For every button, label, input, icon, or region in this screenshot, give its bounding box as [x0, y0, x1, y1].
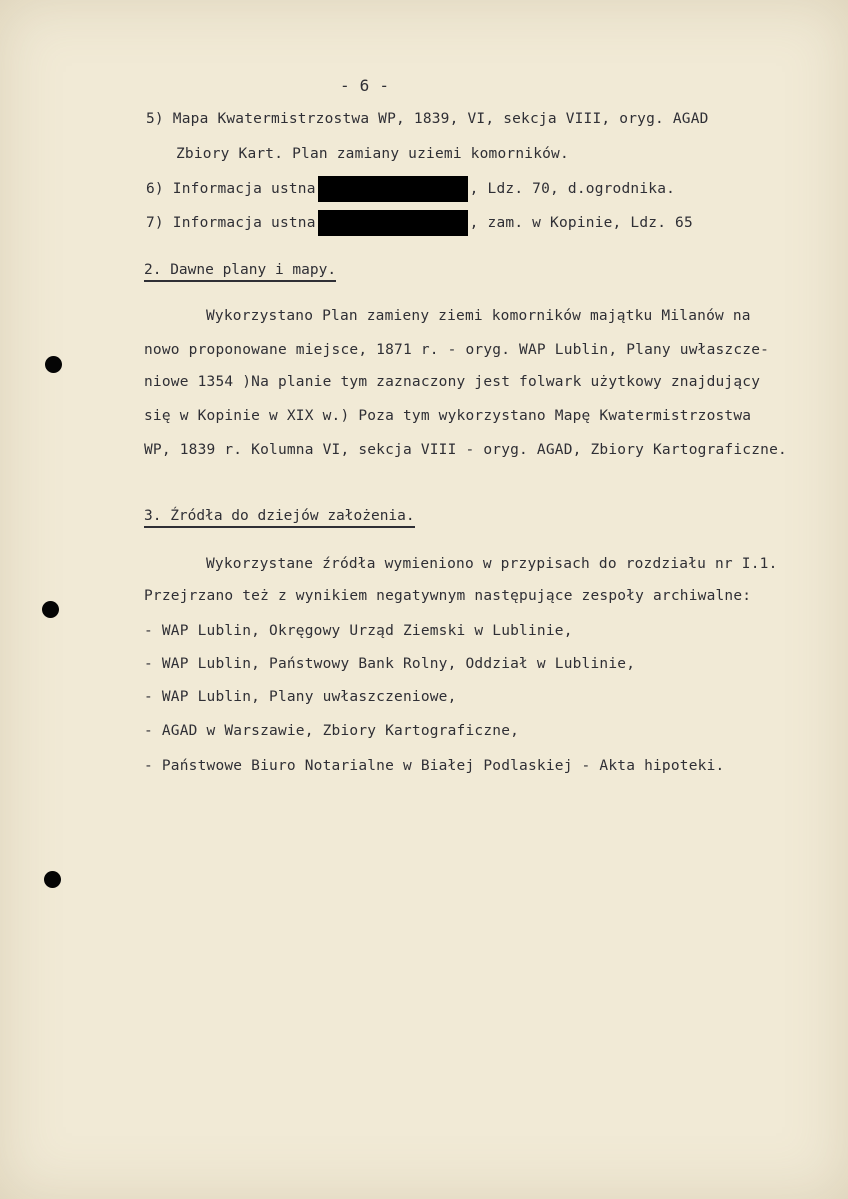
redaction-bar: [318, 210, 468, 236]
section-3-list-item-3: - WAP Lublin, Plany uwłaszczeniowe,: [144, 689, 457, 705]
section-3-line-1: Wykorzystane źródła wymieniono w przypisach do rozdziału nr I.1.: [206, 556, 778, 572]
section-2-heading-text: 2. Dawne plany i mapy.: [144, 262, 337, 278]
heading-underline: [144, 526, 415, 528]
section-2-line-1: Wykorzystano Plan zamieny ziemi komorników majątku Milanów na: [206, 308, 751, 324]
section-3-heading: [144, 508, 415, 524]
section-3-list-item-2: - WAP Lublin, Państwowy Bank Rolny, Oddział w Lublinie,: [144, 656, 636, 672]
reference-6-text-before: 6) Informacja ustna: [146, 181, 316, 197]
reference-7-text-after: , zam. w Kopinie, Ldz. 65: [469, 215, 693, 231]
punch-hole: [42, 601, 59, 618]
section-3-list-item-5: - Państwowe Biuro Notarialne w Białej Podlaskiej - Akta hipoteki.: [144, 758, 725, 774]
reference-5-line-1: 5) Mapa Kwatermistrzostwa WP, 1839, VI, sekcja VIII, oryg. AGAD: [146, 111, 709, 127]
page-number: - 6 -: [340, 76, 390, 95]
section-3-list-item-4: - AGAD w Warszawie, Zbiory Kartograficzne,: [144, 723, 520, 739]
reference-5-line-2: Zbiory Kart. Plan zamiany uziemi komorników.: [176, 146, 569, 162]
punch-hole: [45, 356, 62, 373]
section-2-line-2: nowo proponowane miejsce, 1871 r. - oryg. WAP Lublin, Plany uwłaszcze-: [144, 342, 770, 358]
section-2-heading: [144, 262, 336, 278]
section-2-line-4: się w Kopinie w XIX w.) Poza tym wykorzystano Mapę Kwatermistrzostwa: [144, 408, 752, 424]
section-2-line-3: niowe 1354 )Na planie tym zaznaczony jest folwark użytkowy znajdujący: [144, 374, 761, 390]
punch-hole: [44, 871, 61, 888]
reference-6: [146, 176, 675, 202]
section-3-line-2: Przejrzano też z wynikiem negatywnym następujące zespoły archiwalne:: [144, 588, 752, 604]
section-2-line-5: WP, 1839 r. Kolumna VI, sekcja VIII - oryg. AGAD, Zbiory Kartograficzne.: [144, 442, 787, 458]
section-3-list-item-1: - WAP Lublin, Okręgowy Urząd Ziemski w Lublinie,: [144, 623, 573, 639]
section-3-heading-text: 3. Źródła do dziejów założenia.: [144, 508, 415, 524]
reference-7: [146, 210, 693, 236]
reference-7-text-before: 7) Informacja ustna: [146, 215, 316, 231]
redaction-bar: [318, 176, 468, 202]
heading-underline: [144, 280, 336, 282]
reference-6-text-after: , Ldz. 70, d.ogrodnika.: [469, 181, 676, 197]
